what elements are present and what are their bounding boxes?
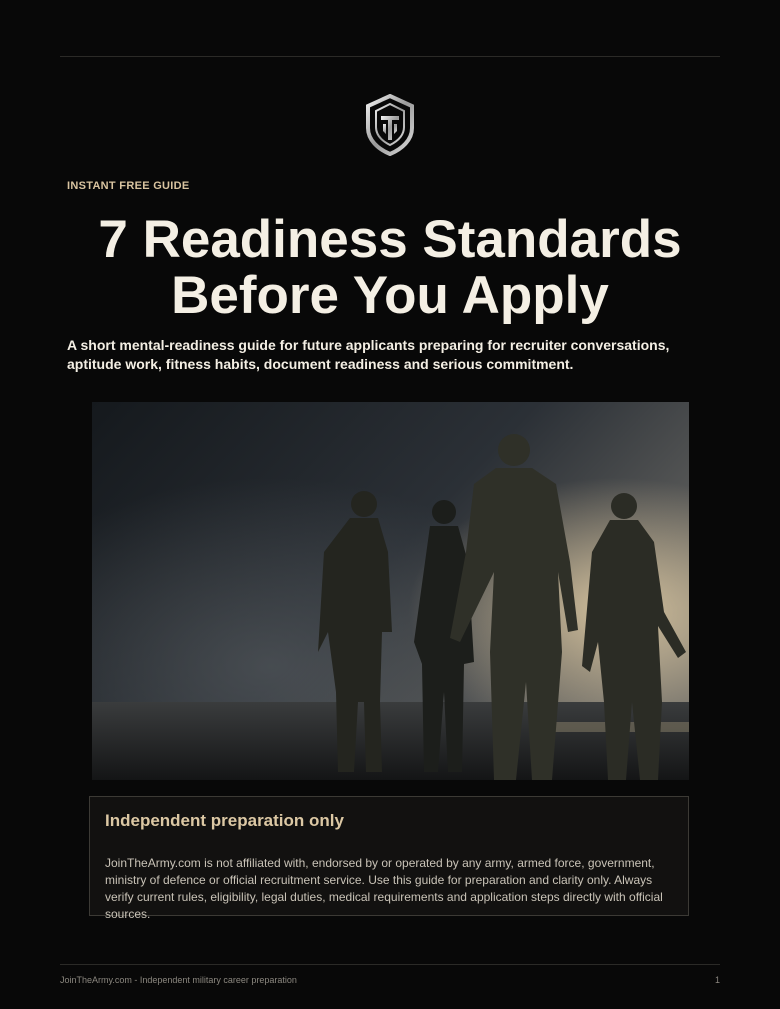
hero-image	[92, 402, 689, 780]
title-line-1: 7 Readiness Standards	[98, 210, 682, 269]
bottom-divider	[60, 964, 720, 965]
disclaimer-title: Independent preparation only	[105, 811, 344, 830]
page-subtitle: A short mental-readiness guide for future applicants preparing for recruiter conversations, aptitude work, fitness habits, document readiness and serious commitment.	[67, 337, 670, 372]
footer-site-label: JoinTheArmy.com - Independent military career preparation	[60, 975, 297, 985]
top-divider	[60, 56, 720, 57]
disclaimer-box	[89, 796, 689, 921]
disclaimer-body: JoinTheArmy.com is not affiliated with, endorsed by or operated by any army, armed force, government, ministry of defence or official recruitment service. Use this guide for preparation and clarity only. Always verify current rules, eligibility, legal duties, medical requirements and application steps directly with official sources.	[105, 856, 663, 921]
guide-eyebrow-label: INSTANT FREE GUIDE	[67, 180, 190, 192]
shield-logo-icon	[364, 94, 416, 156]
title-line-2: Before You Apply	[171, 266, 609, 325]
page-title	[40, 212, 740, 324]
page-number: 1	[714, 975, 720, 985]
